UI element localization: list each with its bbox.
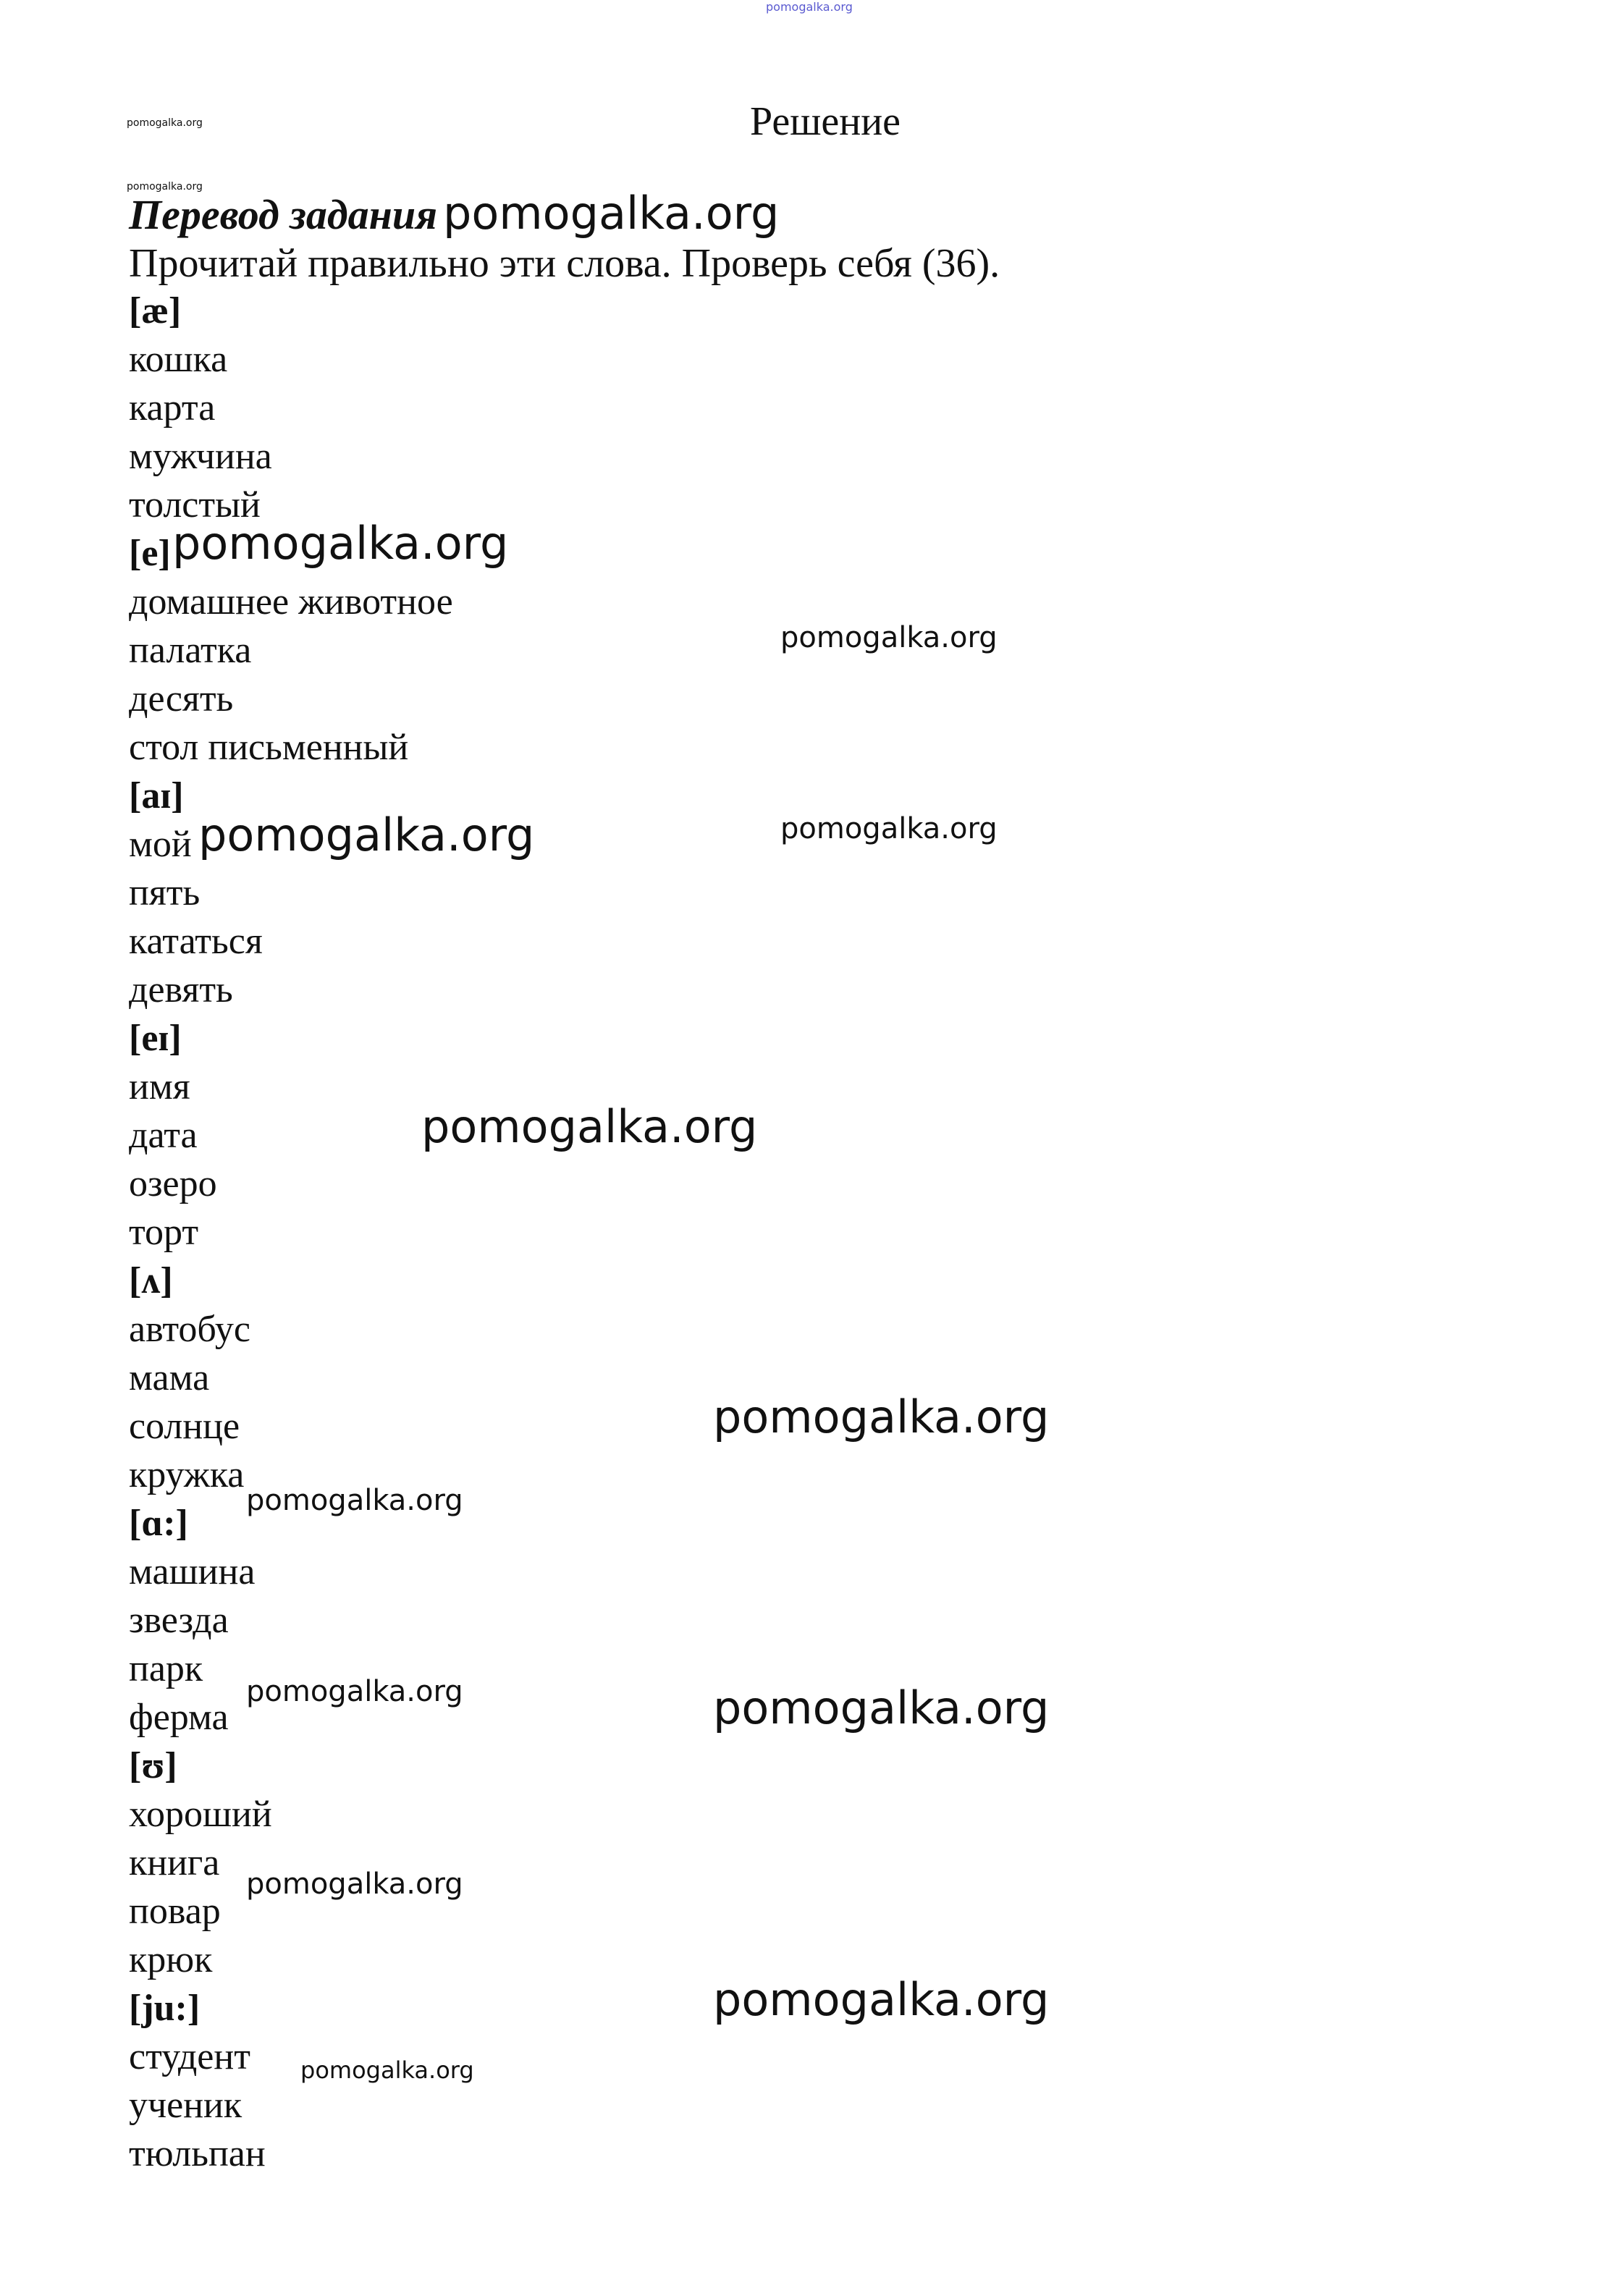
word-item: мама [129, 1357, 210, 1398]
word-item: торт [129, 1212, 199, 1253]
watermark: pomogalka.org [127, 181, 203, 193]
word-item: мой [129, 824, 192, 865]
word-item: машина [129, 1551, 256, 1592]
word-item: солнце [129, 1406, 240, 1447]
word-item: мужчина [129, 436, 272, 477]
watermark: pomogalka.org [713, 1681, 1050, 1734]
sound-heading: [aɪ] [129, 775, 184, 816]
sound-heading: [ʊ] [129, 1745, 177, 1786]
watermark: pomogalka.org [780, 621, 998, 654]
watermark: pomogalka.org [421, 1100, 758, 1153]
word-item: кошка [129, 339, 228, 380]
word-item: книга [129, 1842, 220, 1883]
word-item: карта [129, 387, 216, 429]
word-item: десять [129, 678, 234, 719]
word-item: тюльпан [129, 2133, 266, 2174]
watermark: pomogalka.org [780, 812, 998, 845]
word-item: домашнее животное [129, 581, 453, 622]
sound-heading: [ʌ] [129, 1260, 173, 1301]
watermark: pomogalka.org [172, 517, 509, 570]
watermark: pomogalka.org [300, 2056, 474, 2084]
sound-heading: [æ] [129, 290, 182, 332]
watermark: pomogalka.org [246, 1675, 463, 1708]
top-watermark: pomogalka.org [766, 0, 853, 14]
sound-heading: [e] [129, 533, 171, 574]
word-item: кататься [129, 921, 263, 962]
watermark: pomogalka.org [443, 187, 780, 240]
word-item: пять [129, 872, 201, 913]
watermark: pomogalka.org [713, 1973, 1050, 2026]
word-item: палатка [129, 630, 252, 671]
watermark: pomogalka.org [713, 1390, 1050, 1443]
section-subtitle: Перевод задания [129, 191, 437, 238]
word-item: девять [129, 969, 233, 1010]
watermark: pomogalka.org [127, 117, 203, 129]
word-item: хороший [129, 1794, 272, 1835]
word-item: крюк [129, 1939, 213, 1980]
word-item: звезда [129, 1600, 229, 1641]
word-item: озеро [129, 1163, 217, 1204]
word-item: парк [129, 1648, 203, 1689]
word-item: имя [129, 1066, 190, 1107]
word-item: кружка [129, 1454, 245, 1495]
word-item: дата [129, 1115, 198, 1156]
word-item: стол письменный [129, 727, 409, 768]
watermark: pomogalka.org [246, 1484, 463, 1517]
word-item: студент [129, 2036, 250, 2077]
task-text: Прочитай правильно эти слова. Проверь себя (36). [129, 241, 1000, 286]
word-item: ученик [129, 2085, 243, 2126]
word-item: повар [129, 1891, 221, 1932]
word-item: толстый [129, 484, 261, 526]
sound-heading: [ju:] [129, 1988, 201, 2029]
watermark: pomogalka.org [198, 809, 535, 861]
watermark: pomogalka.org [246, 1867, 463, 1901]
page-title: Решение [750, 99, 901, 144]
word-item: ферма [129, 1697, 229, 1738]
word-item: автобус [129, 1309, 250, 1350]
sound-heading: [ɑ:] [129, 1503, 188, 1544]
sound-heading: [eɪ] [129, 1018, 182, 1059]
